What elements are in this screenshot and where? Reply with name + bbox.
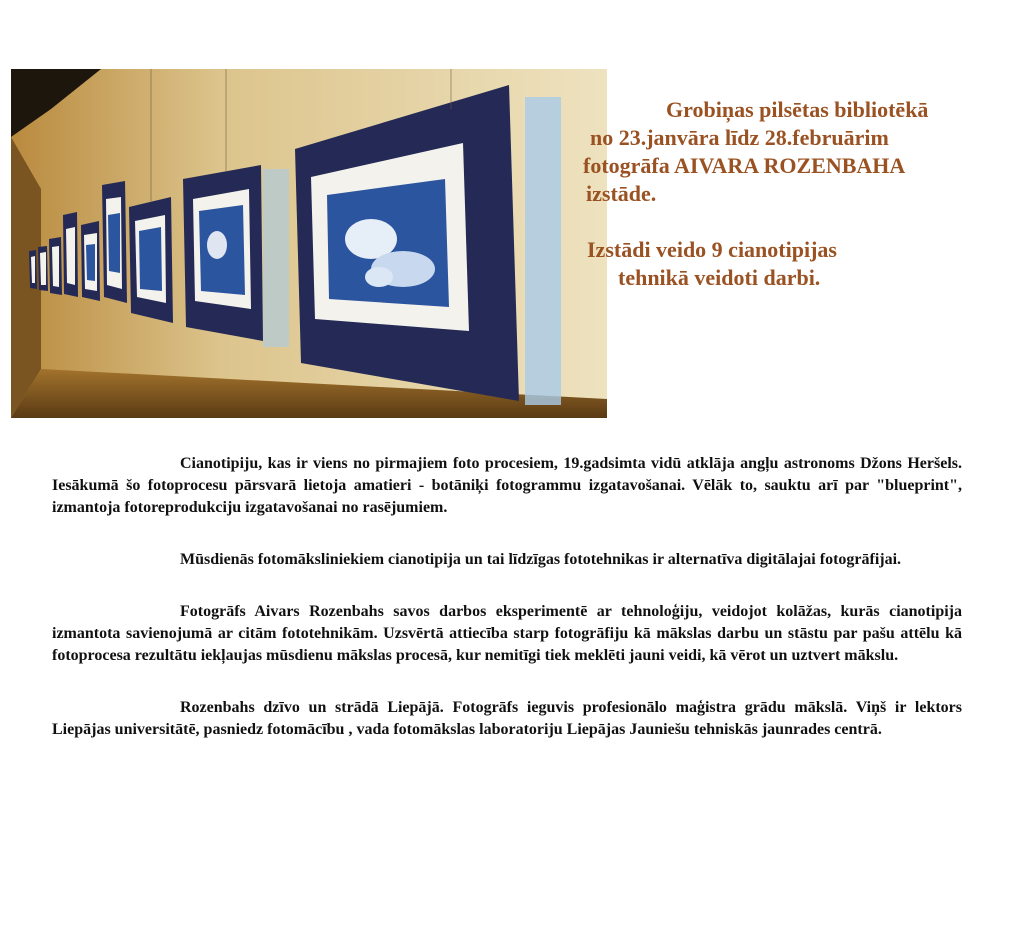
headline-sub-line-1: Izstādi veido 9 cianotipijas xyxy=(587,237,837,262)
headline-line-1: Grobiņas pilsētas bibliotēkā xyxy=(666,97,929,122)
headline-sub-line-2: tehnikā veidoti darbi. xyxy=(618,265,821,290)
frame-3 xyxy=(129,197,173,323)
exhibition-headline xyxy=(560,96,1024,292)
paragraph-artist-bio: Rozenbahs dzīvo un strādā Liepājā. Fotogrāfs ieguvis profesionālo maģistra grādu mākslā. Viņš ir lektors Liepājas universitātē, pasniedz fotomācību , vada fotomākslas laboratoriju Liepājas Jauniešu tehniskās jaunrades centrā. xyxy=(52,699,962,738)
frame-6 xyxy=(63,212,78,297)
paragraph-modern-use: Mūsdienās fotomāksliniekiem cianotipija un tai līdzīgas fototehnikas ir alternatīva digitālajai fotogrāfijai. xyxy=(180,551,902,568)
article-body xyxy=(52,453,962,771)
exhibition-photo xyxy=(11,69,607,418)
frame-8 xyxy=(38,246,48,291)
frame-4 xyxy=(102,181,127,303)
headline-line-2: no 23.janvāra līdz 28.februārim xyxy=(590,125,889,150)
frame-5 xyxy=(81,221,100,301)
frame-2 xyxy=(183,165,289,347)
paragraph-cyanotype-history: Cianotipiju, kas ir viens no pirmajiem foto procesiem, 19.gadsimta vidū atklāja angļu astronoms Džons Heršels. Iesākumā šo fotoprocesu pārsvarā lietoja amatieri - botāniķi fotogrammu izgatavošanai. Vēlāk to, sauktu arī par "blueprint", izmantoja fotoreprodukciju izgatavošanai no rasējumiem. xyxy=(52,455,962,516)
headline-line-3: fotogrāfa AIVARA ROZENBAHA xyxy=(583,153,906,178)
frame-9 xyxy=(29,250,37,289)
frame-7 xyxy=(49,237,62,295)
headline-line-4: izstāde. xyxy=(586,181,657,206)
paragraph-artist-work: Fotogrāfs Aivars Rozenbahs savos darbos eksperimentē ar tehnoloģiju, veidojot kolāžas, kurās cianotipija izmantota savienojumā ar citām fototehnikām. Uzsvērtā attiecība starp fotogrāfiju kā mākslas darbu un stāstu par pašu attēlu kā fotoprocesa rezultātu iekļaujas mūsdienu mākslas procesā, kur nemitīgi tiek meklēti jauni veidi, kā vērot un uztvert mākslu. xyxy=(52,603,962,664)
